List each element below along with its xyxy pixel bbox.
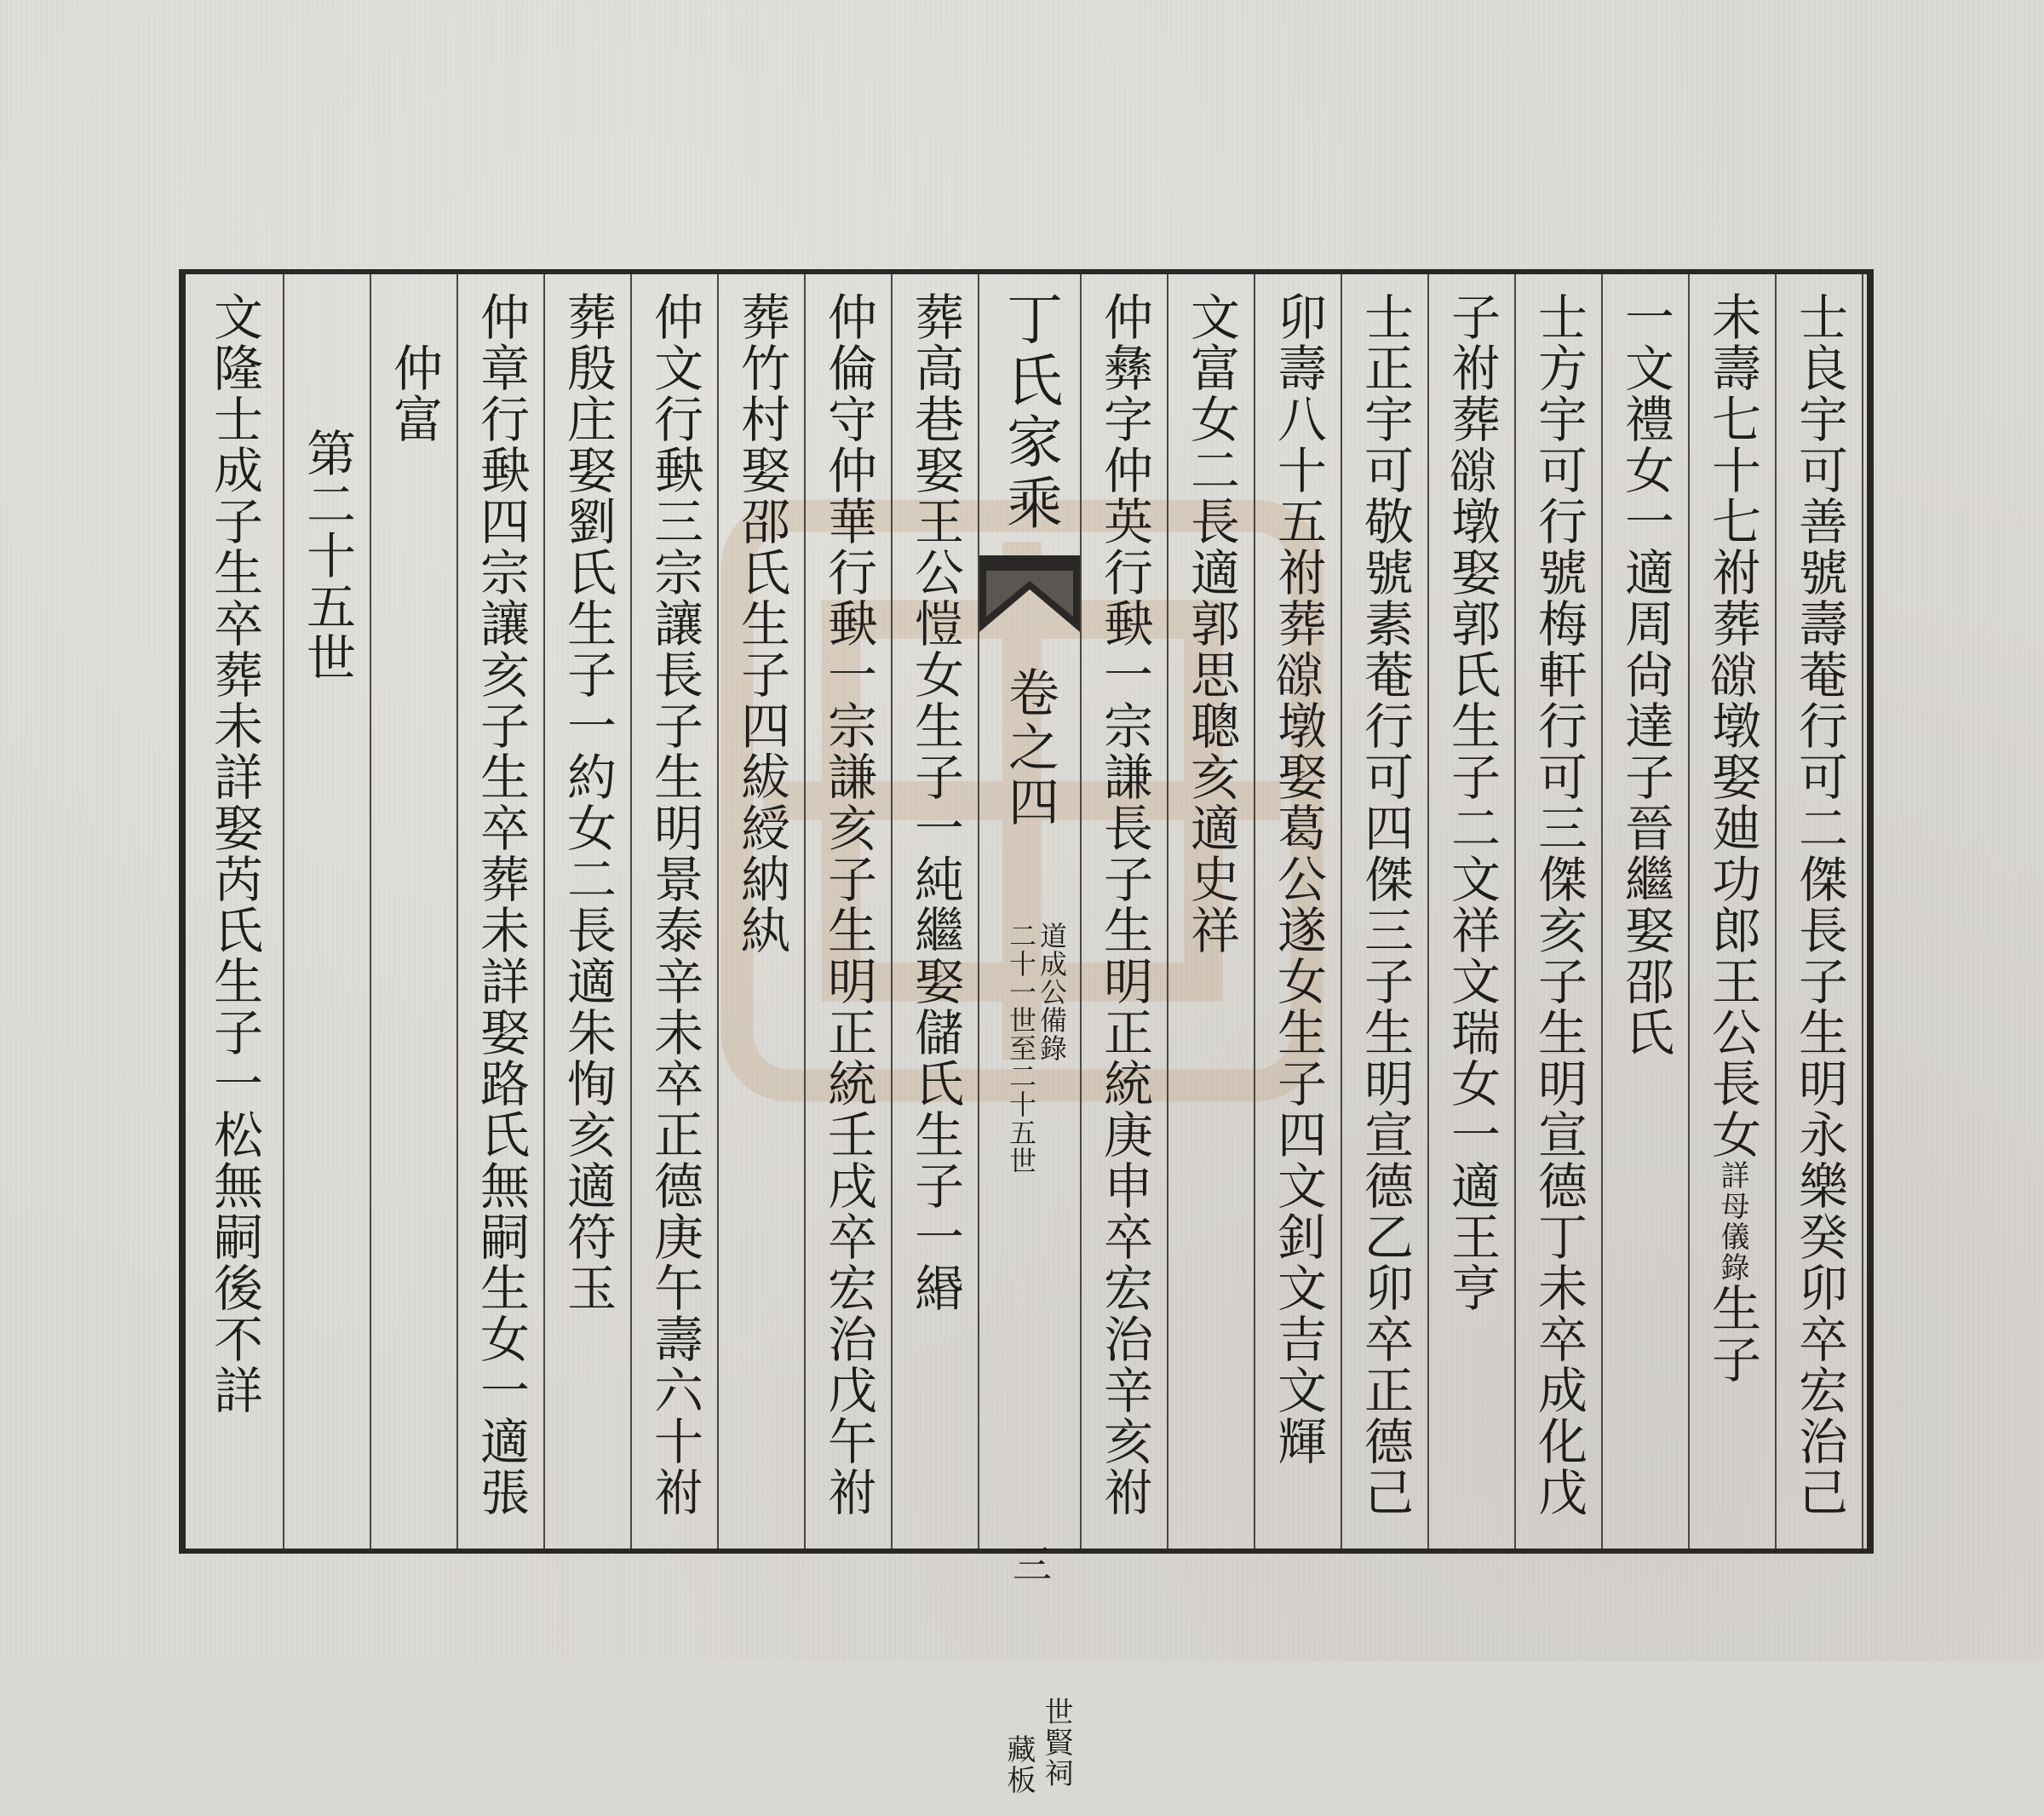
column-text: 一文禮女一適周尙達子晉繼娶邵氏 <box>1616 291 1674 1058</box>
column-text: 仲倫守仲華行𡙇一宗謙亥子生明正統壬戌卒宏治戊午祔 <box>819 291 877 1518</box>
hall-suffix: 藏板 <box>1002 1734 1036 1796</box>
center-fold-column <box>979 274 1082 1796</box>
column-text: 子祔葬𧯈墩娶郭氏生子二文祥文瑞女一適王亨 <box>1443 291 1501 1313</box>
text-column-1 <box>1777 274 1863 1549</box>
compiler-note: 道成公備錄 <box>1036 922 1068 1062</box>
column-text <box>1690 291 1775 1535</box>
column-text: 文富女二長適郭思聰亥適史祥 <box>1182 291 1240 956</box>
generation-heading: 第二十五世 <box>298 428 356 683</box>
text-column-3 <box>1603 274 1690 1549</box>
volume-label: 卷之四 <box>1000 666 1059 830</box>
text-column-14 <box>545 274 632 1549</box>
text-column-10 <box>893 274 979 1549</box>
column-text: 士方宇可行號梅軒行可三傑亥子生明宣德丁未卒成化戊 <box>1530 291 1588 1518</box>
text-column-16 <box>371 274 458 1549</box>
text-column-18 <box>186 274 284 1549</box>
text-column-13 <box>632 274 719 1549</box>
column-text: 卯壽八十五祔葬𧯈墩娶葛公遂女生子四文釗文吉文輝 <box>1269 291 1327 1467</box>
book-title: 丁氏家乘 <box>996 290 1063 535</box>
column-text: 葬高巷娶王公愷女生子一純繼娶儲氏生子一緡 <box>906 291 964 1313</box>
column-text: 士正宇可敬號素菴行可四傑三子生明宣德乙卯卒正德己 <box>1356 291 1414 1518</box>
column-text: 葬殷庄娶劉氏生子一約女二長適朱恂亥適符玉 <box>559 291 617 1313</box>
column-text: 仲章行𡙇四宗讓亥子生卒葬未詳娶路氏無嗣生女一適張 <box>472 291 530 1518</box>
column-text: 仲文行𡙇三宗讓長子生明景泰辛未卒正德庚午壽六十祔 <box>646 291 703 1518</box>
column-text: 葬竹村娶邵氏生子四紱綬納紈 <box>732 291 790 956</box>
column-text: 仲彝字仲英行𡙇一宗謙長子生明正統庚申卒宏治辛亥祔 <box>1095 291 1153 1518</box>
text-column-12 <box>719 274 806 1549</box>
text-column-7 <box>1255 274 1342 1549</box>
generation-range-note: 二十一世至二十五世 <box>1005 922 1037 1175</box>
text-column-6 <box>1342 274 1429 1549</box>
text-column-11 <box>806 274 893 1549</box>
hall-name: 世賢祠 <box>1039 1697 1073 1789</box>
fishtail-mark <box>979 555 1080 649</box>
column-main-text: 未壽七十七祔葬𧯈墩娶廸功郎王公長女 <box>1703 291 1761 1160</box>
column-end-text: 生子 <box>1703 1283 1761 1385</box>
column-text: 士良宇可善號壽菴行可二傑長子生明永樂癸卯卒宏治己 <box>1790 291 1848 1518</box>
center-notes <box>979 922 1080 1399</box>
page-number: 三 <box>1007 1543 1053 1583</box>
text-column-4 <box>1516 274 1603 1549</box>
column-text: 文隆士成子生卒葬未詳娶芮氏生子一松無嗣後不詳 <box>205 291 263 1416</box>
inline-note: 詳母儀錄 <box>1715 1160 1749 1283</box>
text-column-15 <box>458 274 545 1549</box>
hall-imprint <box>979 1697 1080 1816</box>
text-column-9 <box>1082 274 1168 1549</box>
text-column-8 <box>1168 274 1255 1549</box>
text-column-17 <box>284 274 371 1549</box>
column-text: 仲富 <box>385 342 443 445</box>
text-column-2 <box>1690 274 1777 1549</box>
text-column-5 <box>1429 274 1516 1549</box>
